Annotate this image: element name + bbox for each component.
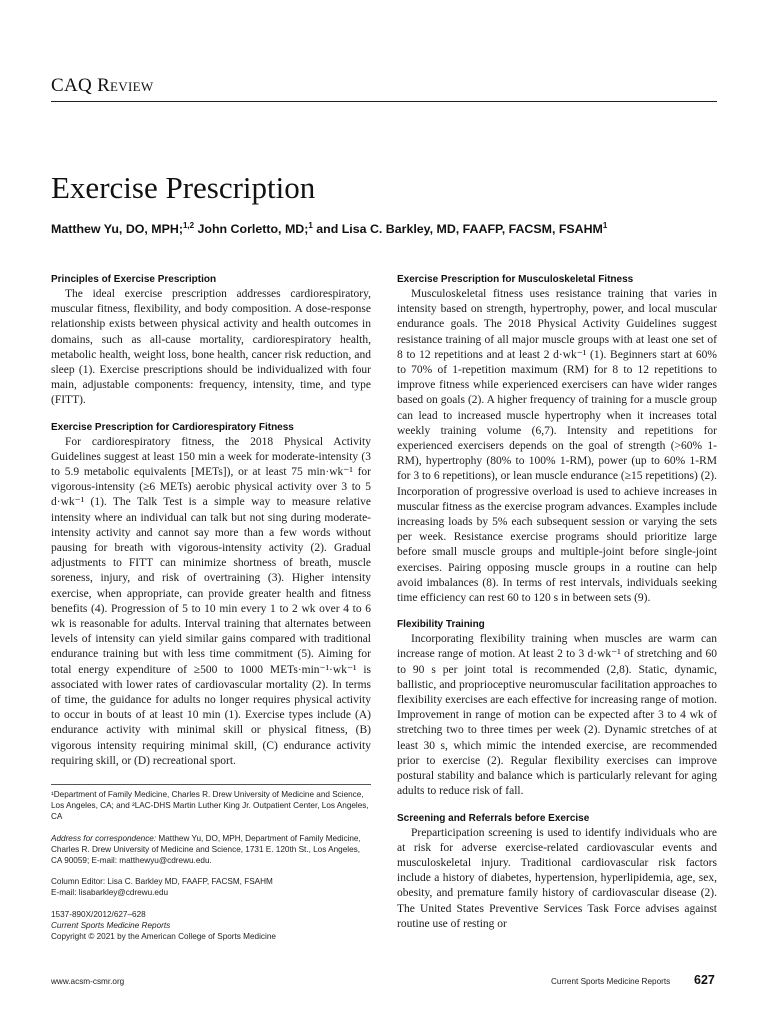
correspondence-note xyxy=(51,833,371,867)
section-heading-flexibility: Flexibility Training xyxy=(397,619,485,631)
author-affiliation-sup: 1,2 xyxy=(182,221,195,230)
left-column xyxy=(51,273,371,769)
section-heading-musculoskeletal: Exercise Prescription for Musculoskeletal Fitness xyxy=(397,274,634,285)
section-heading-screening: Screening and Referrals before Exercise xyxy=(397,812,590,824)
body-paragraph: The ideal exercise prescription addresses cardiorespiratory, muscular fitness, flexibility, and body composition. A dose-response relationship exists between physical activity and health outcomes in domains, such as all-cause mortality, cardiorespiratory health, metabolic health, weight loss, bone health, cancer risk reduction, and sleep (1). Exercise prescriptions should be individualized with four main, adjustable components: frequency, intensity, time, and type (FITT). xyxy=(51,288,371,407)
copyright: Copyright © 2021 by the American College of Sports Medicine xyxy=(51,932,276,942)
publication-note xyxy=(51,909,371,943)
section-spacer xyxy=(51,409,371,421)
article-title: Exercise Prescription xyxy=(51,170,316,205)
section-heading-cardiorespiratory: Exercise Prescription for Cardiorespiratory Fitness xyxy=(51,421,294,433)
column-editor-note xyxy=(51,876,371,898)
body-paragraph: Preparticipation screening is used to identify individuals who are at risk for adverse exercise-related cardiovascular events and musculoskeletal injury. Traditional cardiovascular risk factors include a history of diabetes, hypertension, hyperlipidemia, age, sex, obesity, and premature family history of cardiovascular disease (2). The United States Preventive Services Task Force advises against routine use of resting or xyxy=(397,826,717,930)
correspondence-label: Address for correspondence: xyxy=(51,833,157,843)
page-number: 627 xyxy=(694,973,715,987)
issn: 1537-890X/2012/627–628 xyxy=(51,909,146,919)
right-column xyxy=(397,273,717,932)
body-paragraph: For cardiorespiratory fitness, the 2018 Physical Activity Guidelines suggest at least 150 min a week for moderate-intensity (3 to 5.9 metabolic equivalents [METs]), or at least 75 min·wk⁻¹ for vigorous-intensity (≥6 METs) aerobic physical activity over 3 to 5 d·wk⁻¹ (1). The Talk Test is a simple way to measure relative intensity where an individual can talk but not sing during moderate-intensity activity and cannot say more than a few words without pausing for breath with vigorous-intensity activity (2). Gradual adjustments to FITT can minimize shortness of breath, muscle soreness, injury, and risk of overtraining (3). Higher intensity exercise, when appropriate, can provide greater health and fitness benefits (4). Progression of 5 to 10 min every 1 to 2 wk over 4 to 6 wk is reasonable for adults. Interval training that alternates between levels of intensity can yield similar gains compared with traditional endurance training but with less time commitment (5). Aiming for total energy expenditure of ≥500 to 1000 METs·min⁻¹·wk⁻¹ is associated with lower rates of cardiovascular mortality (2). In terms of time, the guidance for adults no longer requires physical activity to occur in bouts of at least 10 min (1). Exercise types include (A) endurance activity with minimal skill or physical fitness, (B) vigorous intensity requiring minimal skill, (C) endurance activity requiring skill, or (D) recreational sport. xyxy=(51,435,371,767)
author-name: and Lisa C. Barkley, MD, FAAFP, FACSM, FSAHM xyxy=(312,222,603,236)
body-paragraph: Musculoskeletal fitness uses resistance training that varies in intensity based on strength, hypertrophy, power, and local muscular endurance goals. The 2018 Physical Activity Guidelines suggest resistance training of all major muscle groups with at least one set of 8 to 12 repetitions and at least 2 d·wk⁻¹ (1). Beginners start at 60% to 70% of 1-repetition maximum (RM) for 8 to 12 repetitions to improve fitness while experienced exercisers can have wider ranges based on goals (2). A higher frequency of training for a muscle group can lead to increased muscle hypertrophy when it increases total weekly training volume (6,7). Intensity and repetitions for experienced exercisers depends on the goal of strength (>60% 1-RM), hypertrophy (80% to 100% 1-RM), power (up to 60% 1-RM for 3 to 6 repetitions), or lean muscle endurance (≥15 repetitions) (2). Incorporation of progressive overload is used to achieve increases in muscular fitness as the exercise program advances. Examples include increasing loads by 5% each subsequent session or varying the sets per week. Resistance exercise programs should prioritize large before small muscle groups and multiple-joint before single-joint exercises. Pairing opposing muscle groups in a routine can help avoid imbalances (8). In terms of rest intervals, individuals seeking time efficiency can rest 60 to 120 s in between sets (9). xyxy=(397,288,717,605)
author-list xyxy=(51,221,731,236)
header-rule xyxy=(51,101,717,102)
section-heading-principles: Principles of Exercise Prescription xyxy=(51,274,217,285)
footer-journal: Current Sports Medicine Reports xyxy=(551,977,671,986)
author-affiliation-sup: 1 xyxy=(308,221,313,230)
footnotes xyxy=(51,784,371,952)
section-spacer xyxy=(397,606,717,618)
author-name: Matthew Yu, DO, MPH; xyxy=(51,222,183,236)
body-paragraph: Incorporating flexibility training when muscles are warm can increase range of motion. At least 2 to 3 d·wk⁻¹ of stretching and 60 to 90 s per joint total is recommended (2,8). Static, dynamic, ballistic, and proprioceptive neuromuscular facilitation approaches to flexibility exercises are each effective for increasing range of motion. Improvement in range of motion can be expected after 3 to 4 wk of stretching two to three times per week (2). Dynamic stretches of at least 30 s, which mimic the intended exercise, are recommended prior to exercise (2). Regular flexibility exercises can improve postural stability and balance which is particularly relevant for aging adults to reduce risk of fall. xyxy=(397,633,717,798)
affiliations-note: ¹Department of Family Medicine, Charles R. Drew University of Medicine and Science, Los Angeles, CA; and ²LAC-DHS Martin Luther King Jr. Outpatient Center, Los Angeles, CA xyxy=(51,790,369,822)
footer-url: www.acsm-csmr.org xyxy=(51,977,125,986)
section-label: CAQ Review xyxy=(51,75,154,96)
correspondence-text: Matthew Yu, DO, MPH, Department of Family Medicine, Charles R. Drew University of Medicine and Science, 1731 E. 120th St., Los Angeles, CA 90059; E-mail: matthewyu@cdrewu.edu. xyxy=(51,833,361,866)
column-editor: Column Editor: Lisa C. Barkley MD, FAAFP, FACSM, FSAHM xyxy=(51,877,273,887)
section-spacer xyxy=(397,800,717,812)
author-affiliation-sup: 1 xyxy=(602,221,608,230)
author-name: John Corletto, MD; xyxy=(194,222,309,236)
footnote-rule xyxy=(51,784,371,785)
journal-name: Current Sports Medicine Reports xyxy=(51,920,171,930)
column-editor-email: E-mail: lisabarkley@cdrewu.edu xyxy=(51,888,169,898)
